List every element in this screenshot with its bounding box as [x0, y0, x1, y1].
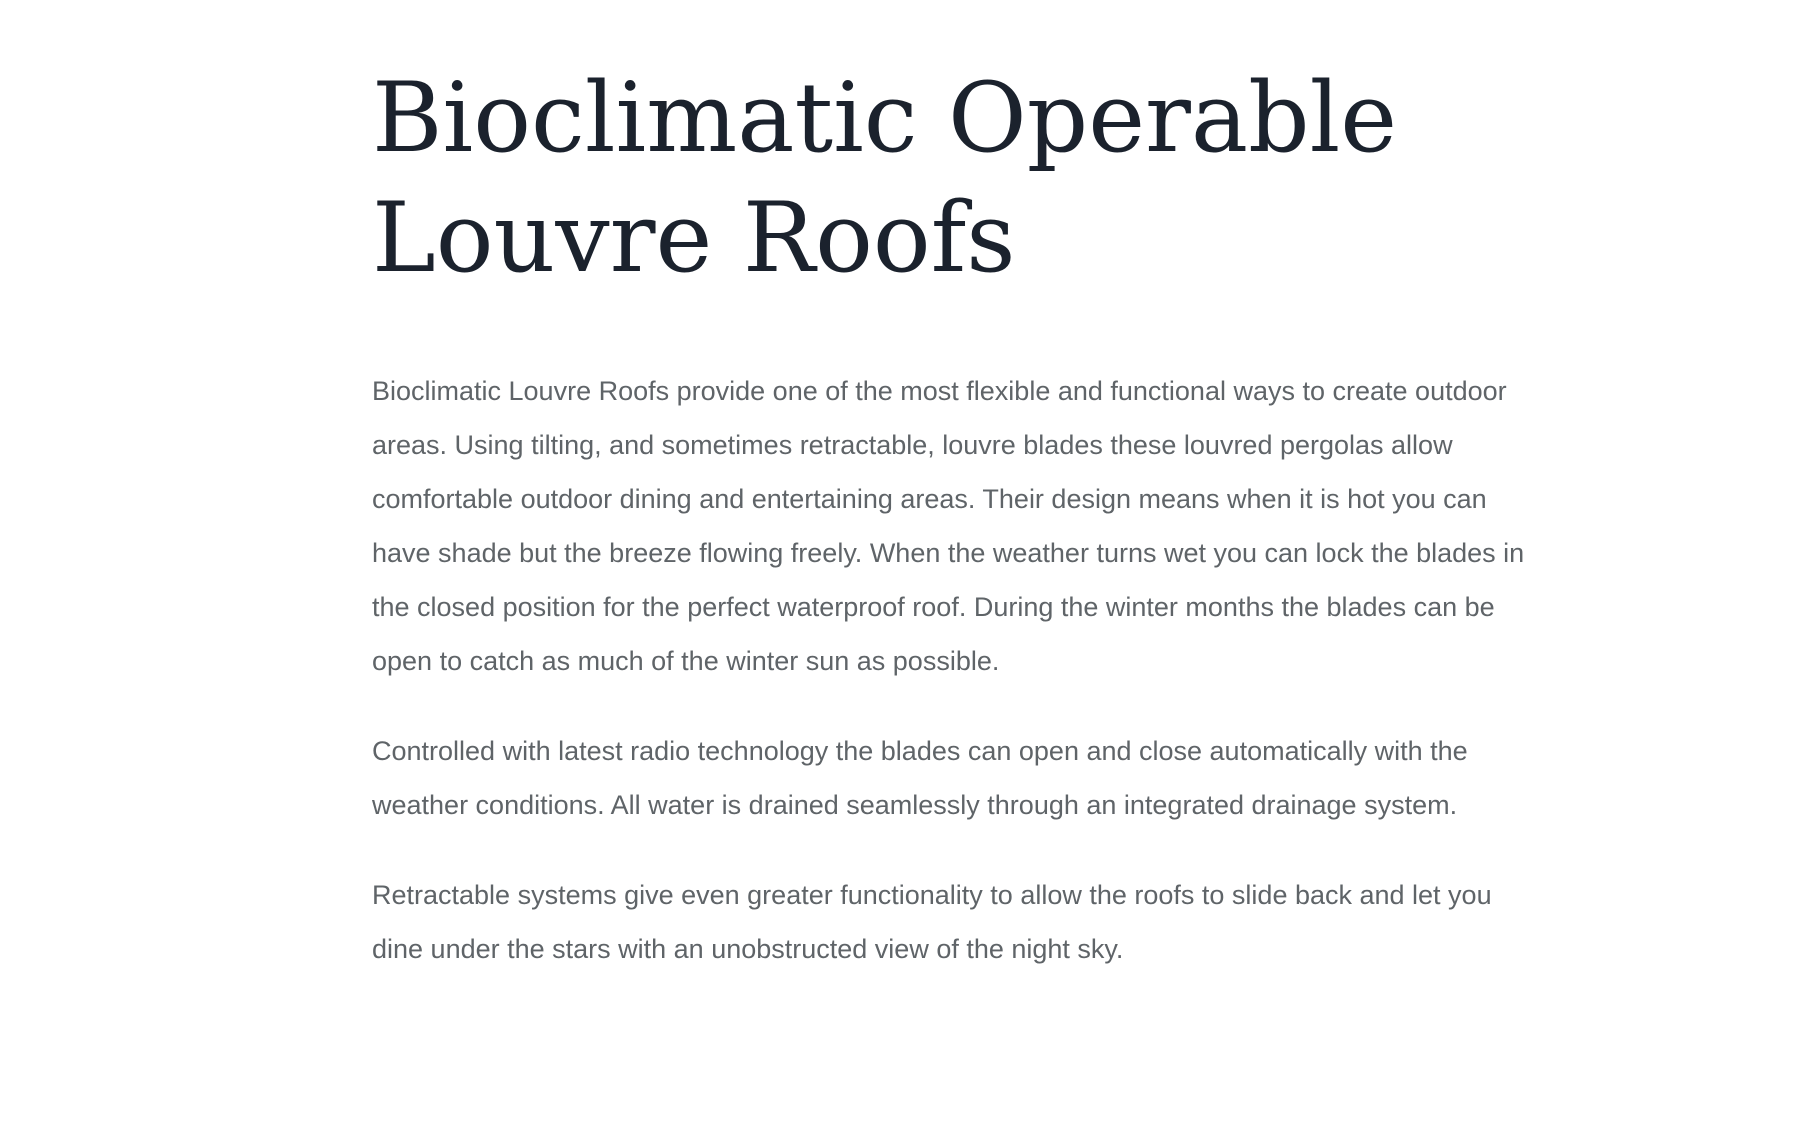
control-paragraph: Controlled with latest radio technology the blades can open and close automatically with the weather conditions. All water is drained seamlessly through an integrated drainage system.: [372, 736, 1468, 820]
page-title: Bioclimatic Operable Louvre Roofs: [372, 62, 1398, 294]
retractable-paragraph: Retractable systems give even greater functionality to allow the roofs to slide back and let you dine under the stars with an unobstructed view of the night sky.: [372, 880, 1492, 964]
article-content: [372, 58, 1542, 1012]
intro-paragraph: Bioclimatic Louvre Roofs provide one of the most flexible and functional ways to create outdoor areas. Using tilting, and sometimes retractable, louvre blades these louvred pergolas allow comfortable outdoor dining and entertaining areas. Their design means when it is hot you can have shade but the breeze flowing freely. When the weather turns wet you can lock the blades in the closed position for the perfect waterproof roof. During the winter months the blades can be open to catch as much of the winter sun as possible.: [372, 376, 1525, 676]
article-body: [372, 364, 1542, 976]
